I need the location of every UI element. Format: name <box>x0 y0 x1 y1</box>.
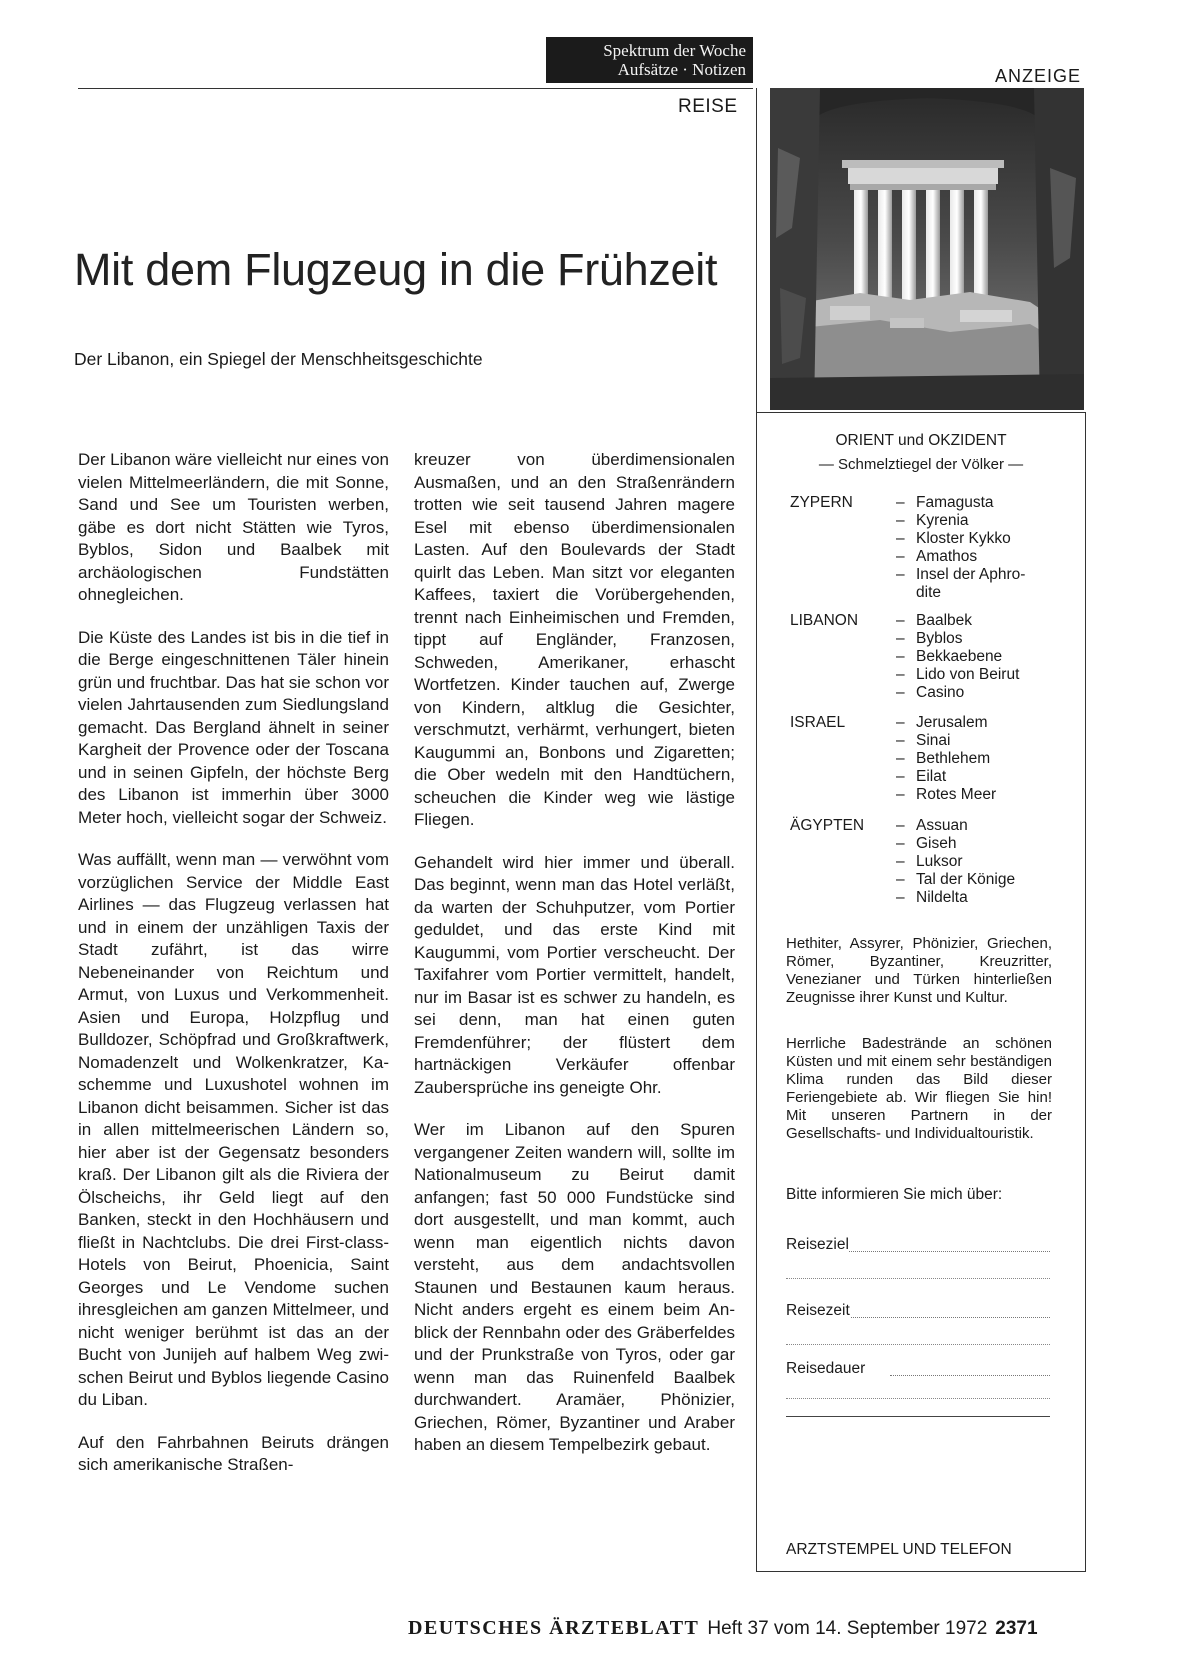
destination-item: – Kloster Kykko <box>896 530 1011 547</box>
section-badge-line1: Spektrum der Woche <box>603 41 746 60</box>
destination-item: dite <box>916 584 941 601</box>
stamp-label: ARZTSTEMPEL UND TELEFON <box>786 1541 1012 1558</box>
stamp-area-rule <box>786 1416 1050 1417</box>
destination-list <box>896 612 1019 702</box>
travel-duration-field-line[interactable] <box>786 1398 1050 1399</box>
travel-time-field-label: Reisezeit <box>786 1302 850 1319</box>
header-rule <box>78 88 753 89</box>
destination-list <box>896 714 996 804</box>
destination-item: – Nildelta <box>896 889 968 906</box>
travel-time-field[interactable] <box>786 1302 1050 1322</box>
travel-duration-field[interactable] <box>786 1360 1050 1380</box>
ad-text-history: Hethiter, Assyrer, Phönizier, Griechen, Römer, Byzantiner, Kreuzritter, Venezianer und Türken hinterließen Zeugnisse ihrer Kunst und Kultur. <box>786 935 1052 1006</box>
article-subtitle: Der Libanon, ein Spiegel der Menschheitsgeschichte <box>74 349 483 369</box>
destination-item: – Casino <box>896 684 965 701</box>
destination-item: – Giseh <box>896 835 957 852</box>
paragraph: Auf den Fahrbahnen Beiruts drängen sich amerikanische Straßen- <box>78 1432 389 1474</box>
destination-field-line[interactable] <box>786 1278 1050 1279</box>
destination-item: – Bekkaebene <box>896 648 1003 665</box>
page-footer <box>408 1617 1038 1640</box>
ad-label: ANZEIGE <box>995 66 1082 86</box>
destination-item: – Jerusalem <box>896 714 988 731</box>
destination-item: – Baalbek <box>896 612 973 629</box>
destination-item: – Rotes Meer <box>896 786 997 803</box>
ad-text-beaches: Herrliche Badestrände an schönen Küsten und mit einem sehr beständigen Klima runden das Bild dieser Feriengebiete ab. Wir fliegen Sie hin! Mit unseren Partnern in der Gesellschafts- und Individualtouristik. <box>786 1035 1052 1142</box>
destination-item: – Insel der Aphro- <box>896 566 1026 583</box>
section-badge <box>546 37 753 83</box>
travel-time-field-line[interactable] <box>786 1344 1050 1345</box>
paragraph: Die Küste des Landes ist bis in die tief in die Berge eingeschnittenen Täler hinein grün und fruchtbar. Das hat sie schon vor vielen Jahrtausenden zum Siedlungsland gemacht. Das Bergland ähnelt in seiner Kargheit der Provence oder der Toscana und in seinen Gipfeln, der höchste Berg des Libanon ist immerhin über 3000 Meter hoch, vielleicht sogar der Schweiz. <box>78 627 389 827</box>
section-label: REISE <box>678 96 738 117</box>
paragraph: Was auffällt, wenn man — verwöhnt vom vorzüglichen Service der Middle East Airlines — das Flugzeug verlassen hat und in einem der unzähligen Taxis der Stadt zufährt, ist das wirre Nebeneinander von Reichtum und Armut, von Luxus und Verkommenheit. Asien und Europa, Holzpflug und Bulldozer, Schöpfrad und Großkraftwerk, Nomadenzelt und Wolkenkratzer, Kaschemme und Luxushotel wohnen im Libanon dicht beisammen. Sicher ist das in allen mittelmeerischen Ländern so, hier aber ist der Gegensatz besonders kraß. Der Libanon gilt als die Riviera der Ölscheichs, ihr Geld liegt auf den Banken, steckt in den Hochhäusern und fließt in Nachtclubs. Die drei First-class-Hotels von Beirut, Phoenicia, Saint Georges und Le Vendome suchen ihresgleichen am ganzen Mittelmeer, und nicht weniger berühmt ist das an der Bucht von Junijeh auf halbem Weg zwischen Beirut und Byblos liegende Casino du Liban. <box>78 850 389 1409</box>
article-column-2 <box>414 449 735 1477</box>
destination-item: – Eilat <box>896 768 947 785</box>
temple-photo <box>770 88 1084 410</box>
destination-item: – Famagusta <box>896 494 994 511</box>
destination-field-label: Reiseziel <box>786 1236 849 1253</box>
ad-heading: ORIENT und OKZIDENT <box>835 432 1007 449</box>
destination-country: ÄGYPTEN <box>790 817 865 834</box>
paragraph: kreuzer von überdimensionalen Ausmaßen, und an den Straßenrändern trotten wie seit tausend Jahren magere Esel mit ebenso überdimensionalen Lasten. Auf den Boulevards der Stadt quirlt das Leben. Man sitzt vor eleganten Kaffees, taxiert die Vorübergehenden, trennt nach Einheimischen und Fremden, tippt auf Engländer, Franzosen, Schweden, Amerikaner, erhascht Wortfetzen. Kinder tauchen auf, Zwerge von Kindern, altklug die Gesichter, verschmutzt, verhärmt, verhungert, bieten Kaugummi an, Bonbons und Zigaretten; die Ober wedeln mit den Handtüchern, scheuchen die Kinder weg wie lästige Fliegen. <box>414 450 735 829</box>
destination-country: ISRAEL <box>790 714 846 731</box>
destination-item: – Amathos <box>896 548 978 565</box>
temple-illustration <box>770 88 1084 410</box>
destination-country: LIBANON <box>790 612 859 629</box>
destination-item: – Kyrenia <box>896 512 969 529</box>
destination-list <box>896 817 1015 907</box>
form-intro: Bitte informieren Sie mich über: <box>786 1186 1003 1203</box>
paragraph: Gehandelt wird hier immer und überall. Das beginnt, wenn man das Hotel verläßt, da warten der Schuhputzer, vom Portier geduldet, und das erste Kind mit Kaugummi, vom Portier verscheucht. Der Taxifahrer vom Portier vermittelt, handelt, nur im Basar ist es schwer zu handeln, es sei denn, man hat einen guten Fremdenführer; der flüstert dem hartnäckigen Verkäufer offenbar Zaubersprüche ins geneigte Ohr. <box>414 852 735 1097</box>
destination-item: – Lido von Beirut <box>896 666 1020 683</box>
issue-info: Heft 37 vom 14. September 1972 <box>707 1618 988 1639</box>
destination-list <box>896 494 1025 602</box>
destination-item: – Byblos <box>896 630 963 647</box>
destination-field[interactable] <box>786 1236 1050 1256</box>
destination-item: – Tal der Könige <box>896 871 1016 888</box>
destination-item: – Sinai <box>896 732 951 749</box>
paragraph: Wer im Libanon auf den Spuren vergangener Zeiten wandern will, sollte im Nationalmuseum zu Beirut damit anfangen; fast 50 000 Fundstücke sind dort ausgestellt, und man kommt, auch wenn man eigentlich nichts davon versteht, aus dem andachtsvollen Staunen und Bestaunen kaum heraus. Nicht anders ergeht es einem beim Anblick der Rennbahn oder des Gräberfeldes und der Prunkstraße von Tyros, oder gar wenn man das Ruinenfeld Baalbek durchwandert. Aramäer, Phönizier, Griechen, Römer, Byzantiner und Araber haben an diesem Tempelbezirk gebaut. <box>414 1120 735 1454</box>
paragraph: Der Libanon wäre vielleicht nur eines von vielen Mittelmeerländern, die mit Sonne, Sand und See um Touristen werben, gäbe es dort nicht Stätten wie Tyros, Byblos, Sidon und Baalbek mit archäologischen Fundstätten ohnegleichen. <box>78 450 389 604</box>
travel-duration-field-label: Reisedauer <box>786 1360 866 1377</box>
journal-name: DEUTSCHES ÄRZTEBLATT <box>408 1617 700 1639</box>
destination-item: – Luksor <box>896 853 963 870</box>
article-column-1 <box>78 449 389 1497</box>
ad-subheading: — Schmelztiegel der Völker — <box>818 456 1024 473</box>
destination-country: ZYPERN <box>790 494 853 511</box>
destination-item: – Assuan <box>896 817 968 834</box>
destination-item: – Bethlehem <box>896 750 991 767</box>
page-number: 2371 <box>995 1618 1038 1639</box>
article-title: Mit dem Flugzeug in die Frühzeit <box>74 244 718 295</box>
section-badge-line2: Aufsätze · Notizen <box>617 60 746 79</box>
